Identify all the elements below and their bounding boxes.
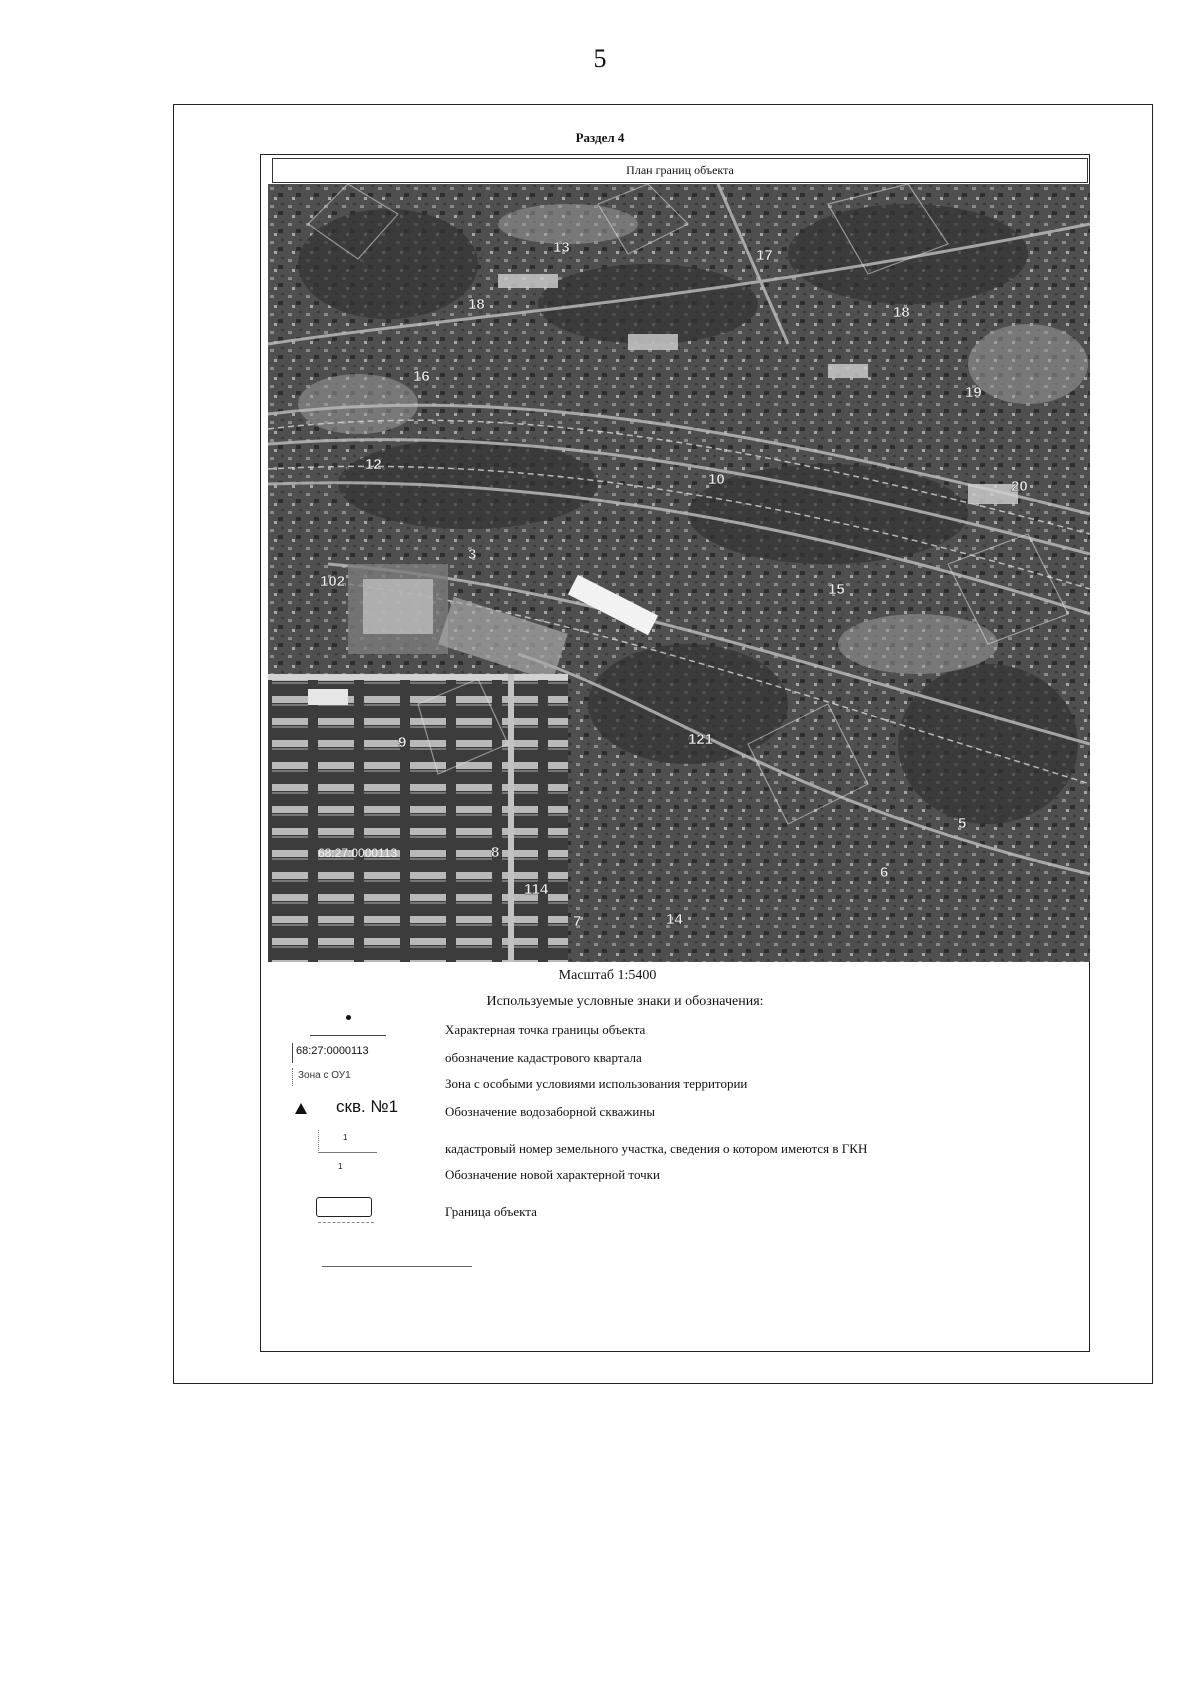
scale-label: Масштаб 1:5400 — [558, 968, 657, 983]
legend-line — [322, 1266, 472, 1267]
legend-parcel: кадастровый номер земельного участка, сведения о котором имеются в ГКН — [445, 1141, 868, 1156]
zone-code: Зона с ОУ1 — [298, 1070, 351, 1081]
aerial-map-drawing — [268, 184, 1090, 962]
parcel-label: 18 — [468, 296, 485, 313]
parcel-label: 12 — [365, 456, 382, 473]
boundary-point-icon — [346, 1015, 351, 1020]
parcel-label: 14 — [666, 911, 683, 928]
parcel-label: 18 — [893, 304, 910, 321]
page-number: 5 — [593, 44, 607, 73]
legend-quarter: обозначение кадастрового квартала — [445, 1050, 642, 1065]
parcel-label: 114 — [524, 881, 549, 898]
parcel-label: 5 — [958, 815, 967, 832]
parcel-label: 17 — [756, 247, 773, 264]
parcel-code: 1 — [343, 1133, 348, 1142]
parcel-label: 3 — [468, 546, 477, 563]
parcel-symbol — [318, 1130, 377, 1153]
parcel-label: 10 — [708, 471, 725, 488]
parcel-label: 13 — [553, 239, 570, 256]
quarter-code: 68:27:0000113 — [296, 1045, 369, 1057]
aerial-map — [268, 184, 1090, 962]
legend-boundary-point: Характерная точка границы объекта — [445, 1022, 646, 1037]
well-triangle-icon — [295, 1103, 307, 1114]
plan-title: План границ объекта — [272, 158, 1088, 183]
parcel-label: 121 — [688, 731, 714, 748]
parcel-label: 8 — [491, 844, 500, 861]
quarter-symbol — [292, 1043, 293, 1063]
boundary-rect-underline — [318, 1222, 374, 1223]
parcel-label: 15 — [828, 581, 845, 598]
boundary-rect-icon — [316, 1197, 372, 1217]
boundary-point-underline — [310, 1035, 386, 1036]
parcel-label: 20 — [1011, 478, 1028, 495]
section-title: Раздел 4 — [575, 130, 625, 145]
parcel-label: 102 — [320, 573, 346, 590]
zone-symbol — [292, 1068, 293, 1086]
parcel-label: 7 — [573, 913, 582, 930]
parcel-label: 16 — [413, 368, 430, 385]
legend-zone: Зона с особыми условиями использования территории — [445, 1076, 748, 1091]
legend-boundary: Граница объекта — [445, 1204, 537, 1219]
parcel-label: 9 — [398, 734, 407, 751]
legend-new-point: Обозначение новой характерной точки — [445, 1167, 660, 1182]
new-point-code: 1 — [338, 1162, 343, 1171]
map-quarter-label: 68:27:0000113 — [318, 846, 398, 860]
parcel-label: 19 — [965, 384, 982, 401]
legend-title: Используемые условные знаки и обозначения: — [486, 994, 764, 1009]
parcel-label: 6 — [880, 864, 889, 881]
well-code: скв. №1 — [336, 1097, 399, 1116]
legend-well: Обозначение водозаборной скважины — [445, 1104, 656, 1119]
